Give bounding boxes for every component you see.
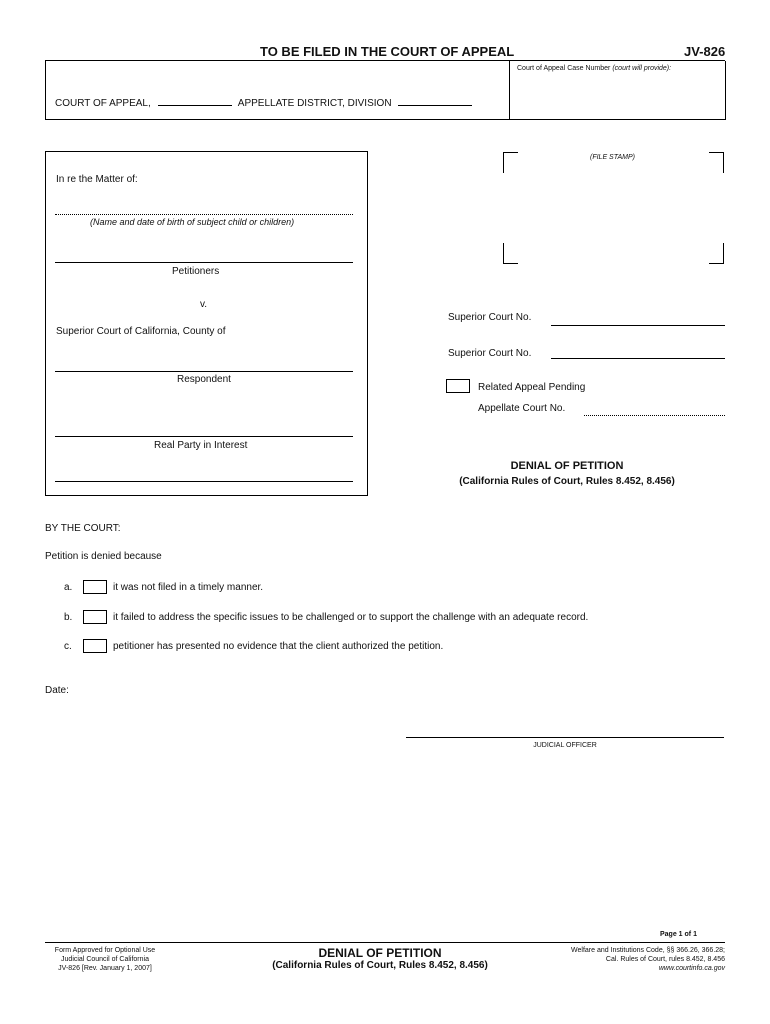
in-re-label: In re the Matter of:: [56, 174, 138, 185]
related-appeal-label: Related Appeal Pending: [478, 382, 586, 393]
reason-b-letter: b.: [64, 612, 73, 623]
denied-because-label: Petition is denied because: [45, 551, 162, 562]
reason-a-checkbox[interactable]: [83, 580, 107, 594]
appellate-court-no-field[interactable]: [584, 415, 725, 416]
related-appeal-checkbox[interactable]: [446, 379, 470, 393]
division-field[interactable]: [398, 96, 472, 106]
footer-center: [250, 946, 510, 971]
real-party-field[interactable]: [55, 436, 353, 437]
real-party-extra-field[interactable]: [55, 481, 353, 482]
footer-right: [520, 946, 725, 973]
file-stamp-label: (FILE STAMP): [590, 154, 635, 161]
court-of-appeal-label: COURT OF APPEAL,: [55, 98, 151, 109]
subject-name-hint: (Name and date of birth of subject child or children): [90, 217, 295, 227]
superior-court-no-field-2[interactable]: [551, 358, 725, 359]
form-id: JV-826: [684, 44, 726, 59]
subject-name-field[interactable]: [55, 214, 353, 215]
appellate-district-label: APPELLATE DISTRICT, DIVISION: [237, 98, 392, 109]
stamp-corner-top-left: [503, 152, 518, 173]
judicial-officer-label: JUDICIAL OFFICER: [533, 742, 597, 749]
petitioners-label: Petitioners: [172, 266, 220, 277]
reason-b-text: it failed to address the specific issues to be challenged or to support the challenge with an adequate record.: [113, 612, 589, 623]
stamp-corner-bottom-right: [709, 243, 724, 264]
reason-c-letter: c.: [64, 641, 72, 652]
court-of-appeal-row: [55, 96, 472, 109]
case-number-field[interactable]: [512, 74, 722, 116]
stamp-corner-top-right: [709, 152, 724, 173]
form-header-title: TO BE FILED IN THE COURT OF APPEAL: [260, 44, 515, 59]
courtinfo-link[interactable]: www.courtinfo.ca.gov: [658, 965, 725, 972]
footer-subtitle: (California Rules of Court, Rules 8.452, 8.456): [272, 960, 488, 971]
reason-c-checkbox[interactable]: [83, 639, 107, 653]
petitioners-field[interactable]: [55, 262, 353, 263]
judicial-officer-signature-line[interactable]: [406, 737, 724, 738]
versus-label: v.: [200, 299, 208, 310]
stamp-corner-bottom-left: [503, 243, 518, 264]
reason-a-letter: a.: [64, 582, 73, 593]
case-number-label: [517, 65, 671, 72]
appellate-court-no-label: Appellate Court No.: [478, 403, 566, 414]
footer-left-line-2: Judicial Council of California: [61, 956, 149, 963]
reason-a-text: it was not filed in a timely manner.: [113, 582, 264, 593]
reason-b-checkbox[interactable]: [83, 610, 107, 624]
footer-rule: [45, 942, 725, 943]
by-the-court-label: BY THE COURT:: [45, 523, 121, 534]
real-party-label: Real Party in Interest: [154, 440, 248, 451]
footer-left-line-1: Form Approved for Optional Use: [54, 947, 156, 954]
document-subtitle: (California Rules of Court, Rules 8.452, 8.456): [459, 476, 675, 487]
court-of-appeal-field[interactable]: [158, 96, 232, 106]
footer-title: DENIAL OF PETITION: [318, 946, 442, 960]
case-number-text: Court of Appeal Case Number: [517, 65, 611, 72]
court-info-divider: [509, 61, 510, 119]
superior-court-no-field-1[interactable]: [551, 325, 725, 326]
date-label: Date:: [45, 685, 69, 696]
respondent-field[interactable]: [55, 371, 353, 372]
superior-court-no-label-1: Superior Court No.: [448, 312, 532, 323]
footer-right-line-2: Cal. Rules of Court, rules 8.452, 8.456: [605, 956, 725, 963]
superior-court-label: Superior Court of California, County of: [56, 326, 226, 337]
date-field[interactable]: [85, 680, 285, 696]
footer-right-line-1: Welfare and Institutions Code, §§ 366.26, 366.28;: [571, 947, 725, 954]
page-number: Page 1 of 1: [660, 931, 697, 938]
footer-left-line-3: JV-826 [Rev. January 1, 2007]: [58, 965, 152, 972]
case-number-note: (court will provide):: [612, 65, 672, 72]
superior-court-no-label-2: Superior Court No.: [448, 348, 532, 359]
respondent-label: Respondent: [177, 374, 231, 385]
document-title: DENIAL OF PETITION: [510, 460, 624, 472]
reason-c-text: petitioner has presented no evidence that the client authorized the petition.: [113, 641, 444, 652]
footer-left: [45, 946, 165, 973]
